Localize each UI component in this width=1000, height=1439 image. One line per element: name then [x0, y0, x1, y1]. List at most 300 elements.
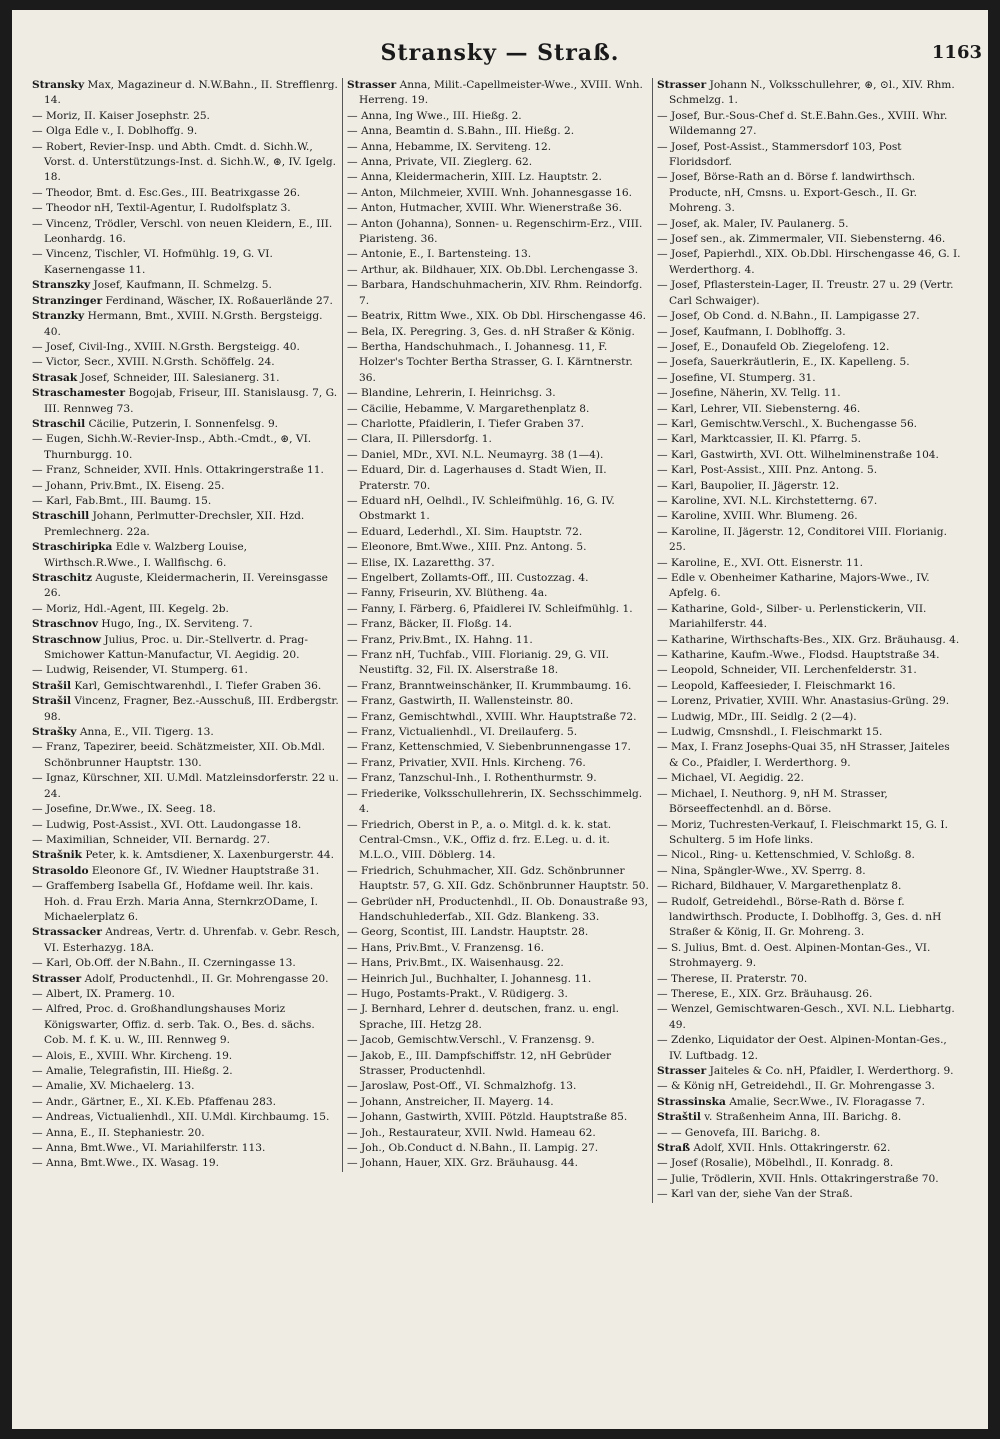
entry-text: — Ludwig, Cmsnshdl., I. Fleischmarkt 15.: [657, 726, 883, 739]
directory-entry: [32, 278, 340, 293]
entry-text: — Engelbert, Zollamts-Off., III. Custozzag. 4.: [347, 572, 589, 584]
entry-text: — Anna, Bmt.Wwe., VI. Mariahilferstr. 113.: [32, 1142, 266, 1155]
entry-text: — Hugo, Postamts-Prakt., V. Rüdigerg. 3.: [347, 987, 568, 1000]
directory-entry: [657, 140, 961, 171]
entry-text: — Fanny, I. Färberg. 6, Pfaidlerei IV. Schleifmühlg. 1.: [347, 602, 633, 615]
entry-text: — Josef, Papierhdl., XIX. Ob.Dbl. Hirschengasse 46, G. I. Werderthorg. 4.: [657, 248, 961, 276]
entry-text: — Josef, Börse-Rath an d. Börse f. landwirthsch. Producte, nH, Cmsns. u. Export-Gesch., II. Gr. Mohreng. 3.: [657, 171, 917, 215]
entry-text: — Johann, Hauer, XIX. Grz. Bräuhausg. 44.: [347, 1157, 578, 1170]
directory-entry: [32, 1095, 340, 1110]
directory-entry: [347, 694, 651, 709]
directory-entry: [657, 509, 961, 524]
entry-text: — Karl, Gemischtw.Verschl., X. Buchengasse 56.: [657, 417, 918, 430]
entry-surname: Straschnow: [32, 633, 101, 646]
entry-text: — Beatrix, Rittm Wwe., XIX. Ob Dbl. Hirschengasse 46.: [347, 310, 647, 323]
directory-entry: [657, 417, 961, 432]
entry-text: — Barbara, Handschuhmacherin, XIV. Rhm. Reindorfg. 7.: [347, 279, 643, 307]
entry-text: — Karl, Lehrer, VII. Siebensterng. 46.: [657, 402, 861, 415]
entry-text: — Anna, Hebamme, IX. Serviteng. 12.: [347, 140, 552, 153]
entry-text: — Leopold, Schneider, VII. Lerchenfelderstr. 31.: [657, 664, 917, 677]
entry-text: — Clara, II. Pillersdorfg. 1.: [347, 433, 492, 446]
entry-text: — Josef (Rosalie), Möbelhdl., II. Konradg. 8.: [657, 1157, 894, 1170]
directory-entry: [347, 787, 651, 818]
entry-text: — Moriz, Tuchresten-Verkauf, I. Fleischmarkt 15, G. I. Schulterg. 5 im Hofe links.: [657, 818, 948, 846]
entry-text: — Johann, Anstreicher, II. Mayerg. 14.: [347, 1095, 554, 1108]
entry-text: Karl, Gemischtwarenhdl., I. Tiefer Graben 36.: [74, 679, 322, 692]
directory-entry: [347, 109, 651, 124]
directory-entry: [347, 602, 651, 617]
directory-entry: [32, 1110, 340, 1125]
entry-text: v. Straßenheim Anna, III. Barichg. 8.: [704, 1111, 902, 1124]
directory-entry: [657, 864, 961, 879]
directory-entry: [32, 355, 340, 370]
directory-entry: [347, 309, 651, 324]
entry-text: — Anna, Kleidermacherin, XIII. Lz. Hauptstr. 2.: [347, 171, 602, 184]
directory-entry: [32, 571, 340, 602]
entry-text: — Theodor nH, Textil-Agentur, I. Rudolfsplatz 3.: [32, 202, 291, 215]
entry-text: — Julie, Trödlerin, XVII. Hnls. Ottakringerstraße 70.: [657, 1172, 939, 1185]
entry-text: — Karl, Fab.Bmt., III. Baumg. 15.: [32, 494, 212, 507]
directory-entry: [347, 263, 651, 278]
directory-entry: [657, 633, 961, 648]
directory-entry: [657, 1064, 961, 1079]
entry-text: — Anna, E., II. Stephaniestr. 20.: [32, 1126, 205, 1139]
entry-text: — Josef, Pflasterstein-Lager, II. Treustr. 27 u. 29 (Vertr. Carl Schwaiger).: [657, 279, 954, 307]
directory-entry: [657, 1110, 961, 1125]
entry-text: Peter, k. k. Amtsdiener, X. Laxenburgerstr. 44.: [85, 849, 335, 862]
directory-entry: [32, 124, 340, 139]
directory-entry: [347, 710, 651, 725]
directory-entry: [657, 1172, 961, 1187]
entry-surname: Strasser: [657, 1065, 707, 1077]
entry-surname: Straschamester: [32, 387, 126, 400]
directory-entry: [657, 1141, 961, 1156]
directory-entry: [32, 1156, 340, 1171]
directory-entry: [657, 895, 961, 941]
directory-entry: [32, 1064, 340, 1079]
directory-entry: [657, 1002, 961, 1033]
entry-text: — Hans, Priv.Bmt., V. Franzensg. 16.: [347, 941, 544, 954]
directory-entry: [347, 864, 651, 895]
entry-text: — Cäcilie, Hebamme, V. Margarethenplatz 8.: [347, 402, 590, 415]
entry-text: — Heinrich Jul., Buchhalter, I. Johannesg. 11.: [347, 972, 592, 985]
entry-text: — Nicol., Ring- u. Kettenschmied, V. Schloßg. 8.: [657, 849, 915, 862]
directory-entry: [32, 417, 340, 432]
directory-entry: [657, 987, 961, 1002]
entry-text: — Jakob, E., III. Dampfschiffstr. 12, nH Gebrüder Strasser, Productenhdl.: [347, 1049, 612, 1077]
directory-entry: [347, 201, 651, 216]
entry-text: Edle v. Walzberg Louise, Wirthsch.R.Wwe., I. Wallfischg. 6.: [44, 541, 247, 569]
directory-entry: [657, 848, 961, 863]
entry-text: — Franz nH, Tuchfab., VIII. Florianig. 29, G. VII. Neustiftg. 32, Fil. IX. Alserstraße 18.: [347, 649, 609, 677]
entry-text: — Karoline, XVIII. Whr. Blumeng. 26.: [657, 510, 858, 523]
directory-entry: [32, 864, 340, 879]
entry-text: — Ludwig, Reisender, VI. Stumperg. 61.: [32, 664, 248, 677]
entry-text: — Franz, Priv.Bmt., IX. Hahng. 11.: [347, 633, 533, 646]
entry-text: — Lorenz, Privatier, XVIII. Whr. Anastasius-Grüng. 29.: [657, 695, 950, 708]
directory-entry: [657, 340, 961, 355]
entry-text: — Franz, Tanzschul-Inh., I. Rothenthurmstr. 9.: [347, 772, 597, 785]
entry-text: — Johann, Priv.Bmt., IX. Eiseng. 25.: [32, 479, 225, 492]
entry-text: Josef, Kaufmann, II. Schmelzg. 5.: [93, 279, 272, 292]
directory-entry: [657, 679, 961, 694]
entry-text: — Bertha, Handschuhmach., I. Johannesg. 11, F. Holzer's Tochter Bertha Strasser, G. I. Kärntnerstr. 36.: [347, 340, 633, 384]
directory-entry: [32, 925, 340, 956]
directory-entry: [657, 217, 961, 232]
entry-text: — Victor, Secr., XVIII. N.Grsth. Schöffelg. 24.: [32, 356, 275, 369]
entry-surname: Stranszky: [32, 279, 91, 292]
entry-text: — Amalie, XV. Michaelerg. 13.: [32, 1080, 195, 1093]
directory-entry: [32, 109, 340, 124]
directory-entry: [347, 1079, 651, 1094]
entry-text: — Alois, E., XVIII. Whr. Kircheng. 19.: [32, 1049, 233, 1062]
directory-entry: [32, 771, 340, 802]
entry-text: — Karoline, E., XVI. Ott. Eisnerstr. 11.: [657, 556, 864, 569]
entry-text: Andreas, Vertr. d. Uhrenfab. v. Gebr. Resch, VI. Esterhazyg. 18A.: [44, 926, 340, 954]
directory-entry: [347, 278, 651, 309]
directory-entry: [347, 818, 651, 864]
entry-text: — Bela, IX. Peregring. 3, Ges. d. nH Straßer & König.: [347, 325, 635, 338]
directory-entry: [347, 586, 651, 601]
entry-text: — Joh., Ob.Conduct d. N.Bahn., II. Lampig. 27.: [347, 1142, 599, 1155]
directory-entry: [32, 186, 340, 201]
entry-text: — Franz, Gastwirth, II. Wallensteinstr. 80.: [347, 695, 574, 708]
entry-surname: Stranzinger: [32, 294, 103, 307]
entry-surname: Strasak: [32, 371, 78, 384]
directory-entry: [347, 1156, 651, 1171]
entry-text: — Katharine, Gold-, Silber- u. Perlenstickerin, VII. Mariahilferstr. 44.: [657, 602, 927, 631]
entry-surname: Straschill: [32, 510, 90, 523]
directory-entry: [32, 509, 340, 540]
directory-entry: [347, 417, 651, 432]
entry-text: — Anton (Johanna), Sonnen- u. Regenschirm-Erz., VIII. Piaristeng. 36.: [347, 217, 643, 246]
entry-text: — Anna, Ing Wwe., III. Hießg. 2.: [347, 109, 522, 122]
entry-text: — Josef, E., Donaufeld Ob. Ziegelofeng. 12.: [657, 340, 890, 353]
entry-text: — Vincenz, Tischler, VI. Hofmühlg. 19, G. VI. Kasernengasse 11.: [32, 248, 273, 276]
entry-surname: Strasser: [32, 972, 82, 985]
entry-surname: Straštil: [657, 1111, 701, 1124]
entry-text: Max, Magazineur d. N.W.Bahn., II. Strefflenrg. 14.: [44, 79, 338, 107]
entry-surname: Straschil: [32, 417, 86, 430]
directory-entry: [347, 648, 651, 679]
entry-text: — Johann, Gastwirth, XVIII. Pötzld. Hauptstraße 85.: [347, 1111, 628, 1124]
directory-entry: [32, 294, 340, 309]
entry-text: — Josef, Kaufmann, I. Doblhoffg. 3.: [657, 325, 846, 338]
directory-entry: [657, 1033, 961, 1064]
entry-text: — Max, I. Franz Josephs-Quai 35, nH Strasser, Jaiteles & Co., Pfaidler, I. Werderthorg. 9.: [657, 741, 950, 769]
entry-text: — Arthur, ak. Bildhauer, XIX. Ob.Dbl. Lerchengasse 3.: [347, 263, 639, 276]
entry-text: — Nina, Spängler-Wwe., XV. Sperrg. 8.: [657, 864, 866, 877]
directory-entry: [347, 525, 651, 540]
page-number: 1163: [931, 42, 982, 63]
entry-text: — Graffemberg Isabella Gf., Hofdame weil. Ihr. kais. Hoh. d. Frau Erzh. Maria Anna, SternkrzODame, I. Michaelerplatz 6.: [32, 880, 319, 923]
entry-text: — Josef, Civil-Ing., XVIII. N.Grsth. Bergsteigg. 40.: [32, 340, 300, 353]
entry-text: — Albert, IX. Pramerg. 10.: [32, 987, 175, 1000]
entry-text: — Anton, Milchmeier, XVIII. Wnh. Johannesgasse 16.: [347, 186, 632, 199]
entry-text: — Joh., Restaurateur, XVII. Nwld. Hameau 62.: [347, 1126, 596, 1139]
directory-entry: [347, 1002, 651, 1033]
directory-entry: [347, 140, 651, 155]
entry-text: — Edle v. Obenheimer Katharine, Majors-Wwe., IV. Apfelg. 6.: [657, 572, 930, 600]
entry-surname: Strasser: [347, 79, 397, 91]
entry-text: — Moriz, II. Kaiser Josephstr. 25.: [32, 109, 210, 122]
entry-text: — Jacob, Gemischtw.Verschl., V. Franzensg. 9.: [347, 1034, 595, 1047]
directory-entry: [657, 402, 961, 417]
directory-entry: [32, 617, 340, 632]
entry-text: — Karl, Marktcassier, II. Kl. Pfarrg. 5.: [657, 433, 861, 446]
entry-text: — Wenzel, Gemischtwaren-Gesch., XVI. N.L. Liebhartg. 49.: [657, 1003, 955, 1031]
directory-entry: [657, 232, 961, 247]
page-header: [12, 40, 988, 70]
entry-text: — Therese, E., XIX. Grz. Bräuhausg. 26.: [657, 987, 873, 1000]
entry-surname: Strassinska: [657, 1095, 726, 1108]
entry-text: — Josef sen., ak. Zimmermaler, VII. Siebensterng. 46.: [657, 233, 946, 246]
directory-entry: [32, 247, 340, 278]
entry-text: Adolf, XVII. Hnls. Ottakringerstr. 62.: [693, 1142, 891, 1155]
directory-entry: [657, 78, 961, 109]
entry-text: — Anton, Hutmacher, XVIII. Whr. Wienerstraße 36.: [347, 202, 622, 215]
column-1: [32, 78, 340, 1172]
directory-entry: [657, 787, 961, 818]
entry-text: — Josefine, VI. Stumperg. 31.: [657, 371, 816, 384]
entry-text: — Therese, II. Praterstr. 70.: [657, 972, 808, 985]
entry-text: — Moriz, Hdl.-Agent, III. Kegelg. 2b.: [32, 602, 229, 615]
entry-text: Josef, Schneider, III. Salesianerg. 31.: [80, 371, 280, 384]
directory-entry: [32, 371, 340, 386]
directory-entry: [657, 941, 961, 972]
directory-entry: [347, 124, 651, 139]
entry-text: — Andr., Gärtner, E., XI. K.Eb. Pfaffenau 283.: [32, 1095, 276, 1108]
directory-entry: [32, 1049, 340, 1064]
directory-entry: [347, 325, 651, 340]
directory-entry: [657, 109, 961, 140]
entry-text: — Eleonore, Bmt.Wwe., XIII. Pnz. Antong. 5.: [347, 541, 587, 554]
entry-text: — Eduard nH, Oelhdl., IV. Schleifmühlg. 16, G. IV. Obstmarkt 1.: [347, 494, 615, 523]
entry-text: — Blandine, Lehrerin, I. Heinrichsg. 3.: [347, 387, 556, 400]
directory-entry: [657, 432, 961, 447]
entry-text: — Anna, Beamtin d. S.Bahn., III. Hießg. 2.: [347, 125, 575, 138]
directory-entry: [32, 663, 340, 678]
directory-entry: [657, 1095, 961, 1110]
entry-text: — Jaroslaw, Post-Off., VI. Schmalzhofg. 13.: [347, 1080, 577, 1093]
entry-text: — Gebrüder nH, Productenhdl., II. Ob. Donaustraße 93, Handschuhlederfab., XII. Gdz. Blankeng. 33.: [347, 895, 648, 923]
directory-entry: [32, 201, 340, 216]
directory-entry: [657, 309, 961, 324]
entry-text: — Maximilian, Schneider, VII. Bernardg. 27.: [32, 833, 270, 846]
entry-surname: Strašil: [32, 679, 72, 692]
directory-entry: [657, 694, 961, 709]
entry-text: Auguste, Kleidermacherin, II. Vereinsgasse 26.: [44, 572, 328, 600]
entry-text: — Eduard, Dir. d. Lagerhauses d. Stadt Wien, II. Praterstr. 70.: [347, 464, 607, 492]
directory-entry: [32, 217, 340, 248]
entry-surname: Straschnov: [32, 618, 99, 631]
directory-entry: [32, 818, 340, 833]
directory-entry: [657, 648, 961, 663]
directory-entry: [32, 694, 340, 725]
directory-entry: [657, 771, 961, 786]
entry-text: — Ludwig, MDr., III. Seidlg. 2 (2—4).: [657, 710, 857, 723]
directory-entry: [657, 571, 961, 602]
directory-entry: [347, 679, 651, 694]
entry-text: Adolf, Productenhdl., II. Gr. Mohrengasse 20.: [84, 972, 329, 985]
entry-text: — Friedrich, Schuhmacher, XII. Gdz. Schönbrunner Hauptstr. 57, G. XII. Gdz. Schönbrunner Hauptstr. 50.: [347, 864, 649, 893]
entry-text: Anna, E., VII. Tigerg. 13.: [79, 726, 214, 739]
directory-entry: [347, 463, 651, 494]
entry-text: — Karl, Baupolier, II. Jägerstr. 12.: [657, 479, 840, 492]
directory-entry: [32, 679, 340, 694]
directory-entry: [347, 217, 651, 248]
directory-entry: [657, 386, 961, 401]
directory-entry: [32, 833, 340, 848]
directory-entry: [32, 1002, 340, 1048]
directory-entry: [32, 479, 340, 494]
entry-text: — Friederike, Volksschullehrerin, IX. Sechsschimmelg. 4.: [347, 787, 643, 816]
directory-entry: [32, 340, 340, 355]
entry-text: — Robert, Revier-Insp. und Abth. Cmdt. d. Sichh.W., Vorst. d. Unterstützungs-Inst. d. Sichh.W., ⊛, IV. Igelg. 18.: [32, 140, 336, 184]
directory-entry: [32, 432, 340, 463]
directory-entry: [32, 386, 340, 417]
entry-text: — Karl, Gastwirth, XVI. Ott. Wilhelminenstraße 104.: [657, 448, 939, 461]
entry-text: Johann, Perlmutter-Drechsler, XII. Hzd. Premlechnerg. 22a.: [44, 510, 305, 538]
entry-surname: Strasoldo: [32, 864, 89, 877]
directory-entry: [32, 802, 340, 817]
entry-text: — Karl van der, siehe Van der Straß.: [657, 1188, 853, 1201]
entry-text: — Franz, Schneider, XVII. Hnls. Ottakringerstraße 11.: [32, 464, 324, 477]
entry-text: — Zdenko, Liquidator der Oest. Alpinen-Montan-Ges., IV. Luftbadg. 12.: [657, 1034, 947, 1062]
entry-text: — Josefine, Näherin, XV. Tellg. 11.: [657, 387, 841, 400]
entry-text: Jaiteles & Co. nH, Pfaidler, I. Werderthorg. 9.: [709, 1065, 954, 1077]
directory-entry: [347, 1049, 651, 1080]
directory-entry: [347, 972, 651, 987]
directory-page: [12, 10, 988, 1429]
directory-entry: [657, 972, 961, 987]
entry-surname: Straschitz: [32, 572, 93, 584]
entry-text: — Alfred, Proc. d. Großhandlungshauses Moriz Königswarter, Offiz. d. serb. Tak. O., Bes. d. sächs. Cob. M. f. K. u. W., III. Rennweg 9.: [32, 1003, 315, 1047]
directory-entry: [32, 725, 340, 740]
entry-text: — Antonie, E., I. Bartensteing. 13.: [347, 248, 532, 261]
entry-text: Hermann, Bmt., XVIII. N.Grsth. Bergsteigg. 40.: [44, 310, 323, 338]
entry-text: — & König nH, Getreidehdl., II. Gr. Mohrengasse 3.: [657, 1080, 935, 1093]
entry-text: — Josefa, Sauerkräutlerin, E., IX. Kapelleng. 5.: [657, 356, 910, 369]
entry-text: Vincenz, Fragner, Bez.-Ausschuß, III. Erdbergstr. 98.: [44, 695, 339, 723]
directory-entry: [657, 355, 961, 370]
entry-text: — Josef, Bur.-Sous-Chef d. St.E.Bahn.Ges., XVIII. Whr. Wildemanng 27.: [657, 109, 948, 138]
directory-entry: [347, 1110, 651, 1125]
directory-entry: [347, 556, 651, 571]
directory-entry: [657, 1079, 961, 1094]
directory-entry: [347, 941, 651, 956]
entry-text: — Josef, Ob Cond. d. N.Bahn., II. Lampigasse 27.: [657, 310, 920, 323]
entry-text: — Karoline, XVI. N.L. Kirchstetterng. 67.: [657, 494, 878, 507]
entry-text: — Olga Edle v., I. Doblhoffg. 9.: [32, 125, 198, 138]
entry-text: — Karoline, II. Jägerstr. 12, Conditorei VIII. Florianig. 25.: [657, 525, 947, 554]
directory-entry: [347, 386, 651, 401]
directory-entry: [347, 956, 651, 971]
directory-entry: [32, 494, 340, 509]
directory-entry: [347, 170, 651, 185]
directory-entry: [657, 879, 961, 894]
directory-entry: [347, 186, 651, 201]
directory-entry: [347, 895, 651, 926]
directory-entry: [657, 278, 961, 309]
entry-text: — Franz, Bäcker, II. Floßg. 14.: [347, 618, 512, 631]
entry-text: — Leopold, Kaffeesieder, I. Fleischmarkt 16.: [657, 679, 896, 692]
entry-text: — Daniel, MDr., XVI. N.L. Neumayrg. 38 (1—4).: [347, 448, 604, 461]
entry-text: — Franz, Tapezirer, beeid. Schätzmeister, XII. Ob.Mdl. Schönbrunner Hauptstr. 130.: [32, 741, 325, 769]
entry-text: Julius, Proc. u. Dir.-Stellvertr. d. Prag-Smichower Kattun-Manufactur, VI. Aegidig. 20.: [44, 633, 308, 662]
page-title: Stransky — Straß.: [380, 40, 620, 66]
entry-surname: Straß: [657, 1142, 691, 1155]
entry-text: — Karl, Ob.Off. der N.Bahn., II. Czerningasse 13.: [32, 957, 296, 970]
directory-entry: [657, 479, 961, 494]
directory-entry: [32, 848, 340, 863]
directory-entry: [32, 879, 340, 925]
directory-entry: [657, 818, 961, 849]
directory-entry: [347, 448, 651, 463]
entry-text: Eleonore Gf., IV. Wiedner Hauptstraße 31.: [91, 864, 320, 877]
directory-entry: [32, 972, 340, 987]
entry-text: Ferdinand, Wäscher, IX. Roßauerlände 27.: [105, 294, 333, 307]
directory-entry: [657, 725, 961, 740]
entry-surname: Stranzky: [32, 310, 85, 323]
directory-entry: [32, 633, 340, 664]
directory-entry: [347, 740, 651, 755]
directory-entry: [32, 463, 340, 478]
entry-surname: Strašil: [32, 695, 72, 708]
directory-entry: [657, 740, 961, 771]
directory-entry: [657, 663, 961, 678]
directory-entry: [657, 371, 961, 386]
entry-text: Cäcilie, Putzerin, I. Sonnenfelsg. 9.: [88, 417, 279, 430]
entry-text: Johann N., Volksschullehrer, ⊛, ⊙l., XIV. Rhm. Schmelzg. 1.: [669, 79, 955, 107]
directory-entry: [347, 432, 651, 447]
directory-entry: [657, 710, 961, 725]
entry-text: — Josef, ak. Maler, IV. Paulanerg. 5.: [657, 217, 849, 230]
directory-entry: [32, 740, 340, 771]
entry-text: — Hans, Priv.Bmt., IX. Waisenhausg. 22.: [347, 957, 564, 970]
entry-text: — Franz, Victualienhdl., VI. Dreilauferg. 5.: [347, 726, 578, 739]
directory-entry: [657, 463, 961, 478]
entry-text: — Eduard, Lederhdl., XI. Sim. Hauptstr. 72.: [347, 525, 583, 538]
directory-entry: [32, 1079, 340, 1094]
column-2: [342, 78, 651, 1172]
entry-surname: Strasser: [657, 79, 707, 91]
directory-entry: [347, 247, 651, 262]
entry-text: — Franz, Kettenschmied, V. Siebenbrunnengasse 17.: [347, 741, 631, 754]
directory-entry: [347, 725, 651, 740]
entry-text: — Eugen, Sichh.W.-Revier-Insp., Abth.-Cmdt., ⊛, VI. Thurnburgg. 10.: [32, 433, 312, 461]
directory-entry: [347, 340, 651, 386]
directory-entry: [657, 525, 961, 556]
entry-text: — Amalie, Telegrafistin, III. Hießg. 2.: [32, 1065, 233, 1077]
directory-entry: [347, 987, 651, 1002]
entry-text: Anna, Milit.-Capellmeister-Wwe., XVIII. Wnh. Herreng. 19.: [359, 79, 643, 107]
entry-text: — Fanny, Friseurin, XV. Blütheng. 4a.: [347, 587, 548, 600]
entry-text: — Katharine, Kaufm.-Wwe., Flodsd. Hauptstraße 34.: [657, 649, 940, 662]
entry-text: — Andreas, Victualienhdl., XII. U.Mdl. Kirchbaumg. 15.: [32, 1111, 330, 1124]
entry-surname: Strašky: [32, 726, 77, 739]
directory-entry: [347, 1095, 651, 1110]
entry-text: — Michael, I. Neuthorg. 9, nH M. Strasser, Börseeffectenhdl. an d. Börse.: [657, 787, 888, 816]
directory-entry: [32, 1126, 340, 1141]
directory-entry: [32, 1141, 340, 1156]
entry-surname: Strašnik: [32, 849, 83, 862]
entry-text: — Charlotte, Pfaidlerin, I. Tiefer Graben 37.: [347, 417, 584, 430]
directory-entry: [657, 494, 961, 509]
entry-text: — Franz, Branntweinschänker, II. Krummbaumg. 16.: [347, 679, 632, 692]
entry-text: — J. Bernhard, Lehrer d. deutschen, franz. u. engl. Sprache, III. Hetzg 28.: [347, 1003, 619, 1031]
directory-entry: [32, 602, 340, 617]
